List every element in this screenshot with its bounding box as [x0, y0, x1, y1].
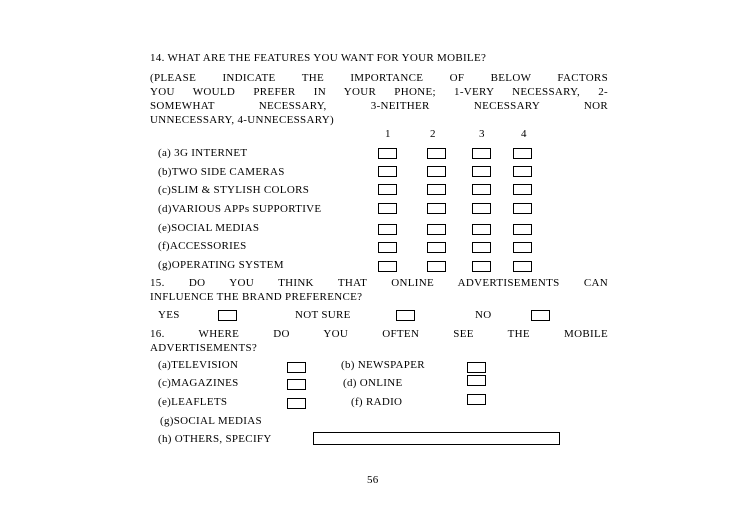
checkbox-operating-system-3[interactable]: [472, 261, 491, 272]
checkbox-operating-system-4[interactable]: [513, 261, 532, 272]
scale-header-2: 2: [430, 128, 436, 140]
checkbox-social-medias-2[interactable]: [427, 224, 446, 235]
checkbox-radio[interactable]: [467, 394, 486, 405]
checkbox-accessories-1[interactable]: [378, 242, 397, 253]
checkbox-television[interactable]: [287, 362, 306, 373]
checkbox-3g-internet-2[interactable]: [427, 148, 446, 159]
feature-label-social-medias: (e)SOCIAL MEDIAS: [158, 222, 260, 234]
option-no-label: NO: [475, 309, 492, 321]
checkbox-two-side-cameras-3[interactable]: [472, 166, 491, 177]
option-magazines-label: (c)MAGAZINES: [158, 377, 239, 389]
q14-instruction-line-1: (PLEASE INDICATE THE IMPORTANCE OF BELOW FACTORS: [150, 72, 608, 84]
feature-label-operating-system: (g)OPERATING SYSTEM: [158, 259, 284, 271]
checkbox-3g-internet-1[interactable]: [378, 148, 397, 159]
scale-header-4: 4: [521, 128, 527, 140]
feature-label-accessories: (f)ACCESSORIES: [158, 240, 247, 252]
checkbox-social-medias-1[interactable]: [378, 224, 397, 235]
checkbox-various-apps-1[interactable]: [378, 203, 397, 214]
feature-label-various-apps: (d)VARIOUS APPs SUPPORTIVE: [158, 203, 322, 215]
q16-line-2: ADVERTISEMENTS?: [150, 342, 258, 354]
option-online-label: (d) ONLINE: [343, 377, 403, 389]
checkbox-operating-system-1[interactable]: [378, 261, 397, 272]
q15-line-2: INFLUENCE THE BRAND PREFERENCE?: [150, 291, 363, 303]
checkbox-no[interactable]: [531, 310, 550, 321]
checkbox-newspaper[interactable]: [467, 362, 486, 373]
checkbox-online[interactable]: [467, 375, 486, 386]
checkbox-various-apps-4[interactable]: [513, 203, 532, 214]
checkbox-social-medias-3[interactable]: [472, 224, 491, 235]
checkbox-accessories-2[interactable]: [427, 242, 446, 253]
checkbox-3g-internet-3[interactable]: [472, 148, 491, 159]
option-radio-label: (f) RADIO: [351, 396, 403, 408]
checkbox-accessories-4[interactable]: [513, 242, 532, 253]
checkbox-various-apps-2[interactable]: [427, 203, 446, 214]
option-leaflets-label: (e)LEAFLETS: [158, 396, 228, 408]
option-social-medias-label: (g)SOCIAL MEDIAS: [160, 415, 262, 427]
checkbox-accessories-3[interactable]: [472, 242, 491, 253]
checkbox-two-side-cameras-2[interactable]: [427, 166, 446, 177]
checkbox-operating-system-2[interactable]: [427, 261, 446, 272]
checkbox-social-medias-4[interactable]: [513, 224, 532, 235]
checkbox-slim-stylish-colors-3[interactable]: [472, 184, 491, 195]
checkbox-slim-stylish-colors-2[interactable]: [427, 184, 446, 195]
option-newspaper-label: (b) NEWSPAPER: [341, 359, 425, 371]
q14-instruction-line-4: UNNECESSARY, 4-UNNECESSARY): [150, 114, 334, 126]
option-yes-label: YES: [158, 309, 180, 321]
q14-title: 14. WHAT ARE THE FEATURES YOU WANT FOR YOUR MOBILE?: [150, 52, 487, 64]
checkbox-two-side-cameras-1[interactable]: [378, 166, 397, 177]
checkbox-slim-stylish-colors-4[interactable]: [513, 184, 532, 195]
scale-header-3: 3: [479, 128, 485, 140]
page-number: 56: [367, 474, 379, 486]
option-television-label: (a)TELEVISION: [158, 359, 239, 371]
checkbox-leaflets[interactable]: [287, 398, 306, 409]
checkbox-slim-stylish-colors-1[interactable]: [378, 184, 397, 195]
checkbox-yes[interactable]: [218, 310, 237, 321]
option-others-specify-label: (h) OTHERS, SPECIFY: [158, 433, 272, 445]
checkbox-not-sure[interactable]: [396, 310, 415, 321]
checkbox-3g-internet-4[interactable]: [513, 148, 532, 159]
q14-instruction-line-2: YOU WOULD PREFER IN YOUR PHONE; 1-VERY NECESSARY, 2-: [150, 86, 608, 98]
feature-label-slim-stylish-colors: (c)SLIM & STYLISH COLORS: [158, 184, 310, 196]
feature-label-3g-internet: (a) 3G INTERNET: [158, 147, 248, 159]
checkbox-magazines[interactable]: [287, 379, 306, 390]
q14-instruction-line-3: SOMEWHAT NECESSARY, 3-NEITHER NECESSARY NOR: [150, 100, 608, 112]
feature-label-two-side-cameras: (b)TWO SIDE CAMERAS: [158, 166, 285, 178]
others-specify-field[interactable]: [313, 432, 560, 445]
scale-header-1: 1: [385, 128, 391, 140]
checkbox-various-apps-3[interactable]: [472, 203, 491, 214]
option-not-sure-label: NOT SURE: [295, 309, 351, 321]
checkbox-two-side-cameras-4[interactable]: [513, 166, 532, 177]
q16-line-1: 16. WHERE DO YOU OFTEN SEE THE MOBILE: [150, 328, 608, 340]
q15-line-1: 15. DO YOU THINK THAT ONLINE ADVERTISEMENTS CAN: [150, 277, 608, 289]
